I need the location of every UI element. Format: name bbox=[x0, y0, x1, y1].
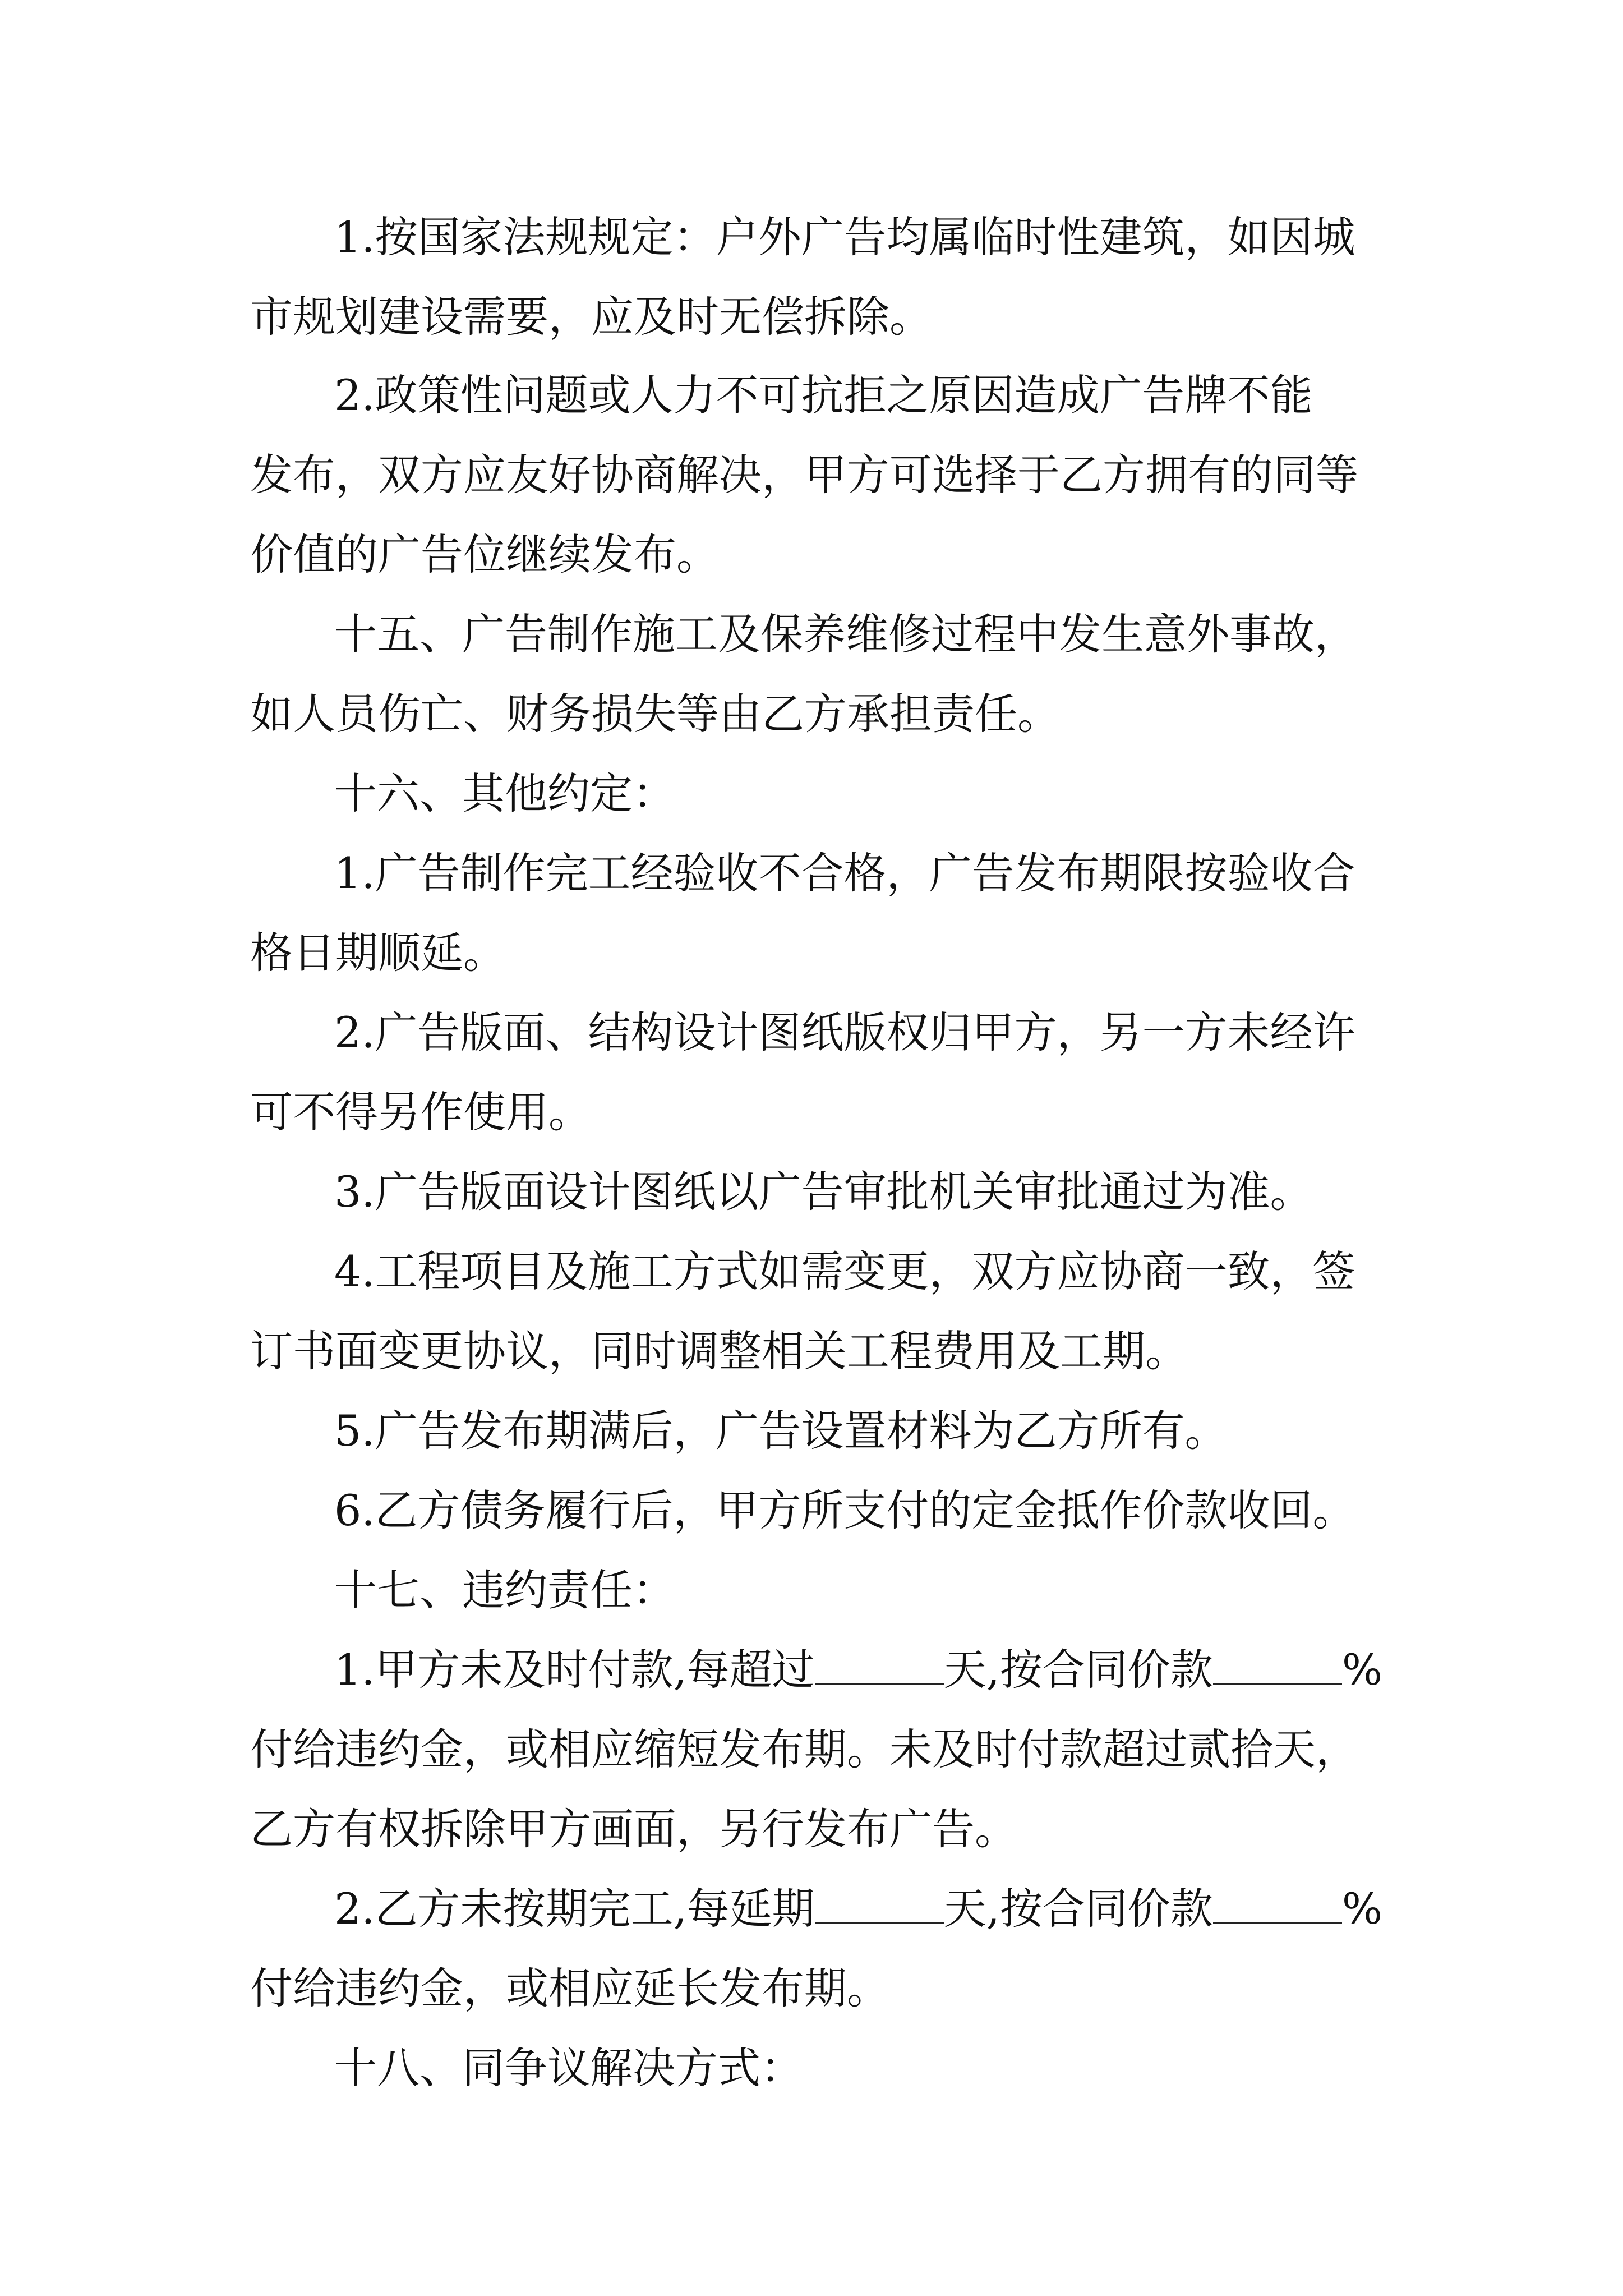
paragraph-line: 2.政策性问题或人力不可抗拒之原因造成广告牌不能 bbox=[334, 370, 1313, 420]
paragraph-line: 6.乙方债务履行后，甲方所支付的定金抵作价款收回。 bbox=[334, 1485, 1355, 1535]
paragraph-line: 价值的广告位继续发布。 bbox=[250, 530, 719, 579]
paragraph-line: 2.广告版面、结构设计图纸版权归甲方，另一方未经许 bbox=[334, 1007, 1355, 1057]
paragraph-line: 格日期顺延。 bbox=[250, 928, 506, 978]
percent-blank bbox=[1213, 1887, 1342, 1924]
paragraph-line: 发布，双方应友好协商解决，甲方可选择于乙方拥有的同等 bbox=[250, 450, 1358, 500]
late-payment-line bbox=[334, 1642, 1382, 1698]
section-heading: 十七、违约责任： bbox=[334, 1565, 675, 1615]
late-payment-text-a: 1.甲方未及时付款,每超过 bbox=[334, 1645, 815, 1695]
late-payment-text-b: 天,按合同价款 bbox=[943, 1645, 1213, 1695]
paragraph-line: 可不得另作使用。 bbox=[250, 1087, 591, 1137]
paragraph-line: 5.广告发布期满后，广告设置材料为乙方所有。 bbox=[334, 1406, 1228, 1456]
paragraph-line: 付给违约金，或相应缩短发布期。未及时付款超过贰拾天， bbox=[250, 1724, 1358, 1774]
late-completion-text-a: 2.乙方未按期完工,每延期 bbox=[334, 1884, 815, 1934]
days-blank bbox=[815, 1887, 944, 1924]
paragraph-line: 十五、广告制作施工及保养维修过程中发生意外事故， bbox=[334, 609, 1357, 659]
section-heading: 十六、其他约定： bbox=[334, 769, 675, 818]
late-completion-text-c: % bbox=[1341, 1884, 1383, 1934]
paragraph-line: 1.按国家法规规定：户外广告均属临时性建筑，如因城 bbox=[334, 212, 1355, 262]
days-blank bbox=[815, 1648, 944, 1685]
paragraph-line: 如人员伤亡、财务损失等由乙方承担责任。 bbox=[250, 689, 1060, 739]
paragraph-line: 1.广告制作完工经验收不合格，广告发布期限按验收合 bbox=[334, 848, 1355, 898]
paragraph-line: 市规划建设需要，应及时无偿拆除。 bbox=[250, 292, 932, 342]
paragraph-line: 4.工程项目及施工方式如需变更，双方应协商一致，签 bbox=[334, 1246, 1355, 1296]
section-heading: 十八、同争议解决方式： bbox=[334, 2043, 803, 2093]
percent-blank bbox=[1213, 1648, 1342, 1685]
late-payment-text-c: % bbox=[1341, 1645, 1383, 1695]
paragraph-line: 订书面变更协议，同时调整相关工程费用及工期。 bbox=[250, 1326, 1188, 1376]
late-completion-text-b: 天,按合同价款 bbox=[943, 1884, 1213, 1934]
paragraph-line: 付给违约金，或相应延长发布期。 bbox=[250, 1963, 889, 2013]
late-completion-line bbox=[334, 1881, 1382, 1937]
paragraph-line: 乙方有权拆除甲方画面，另行发布广告。 bbox=[250, 1804, 1017, 1854]
paragraph-line: 3.广告版面设计图纸以广告审批机关审批通过为准。 bbox=[334, 1167, 1313, 1217]
